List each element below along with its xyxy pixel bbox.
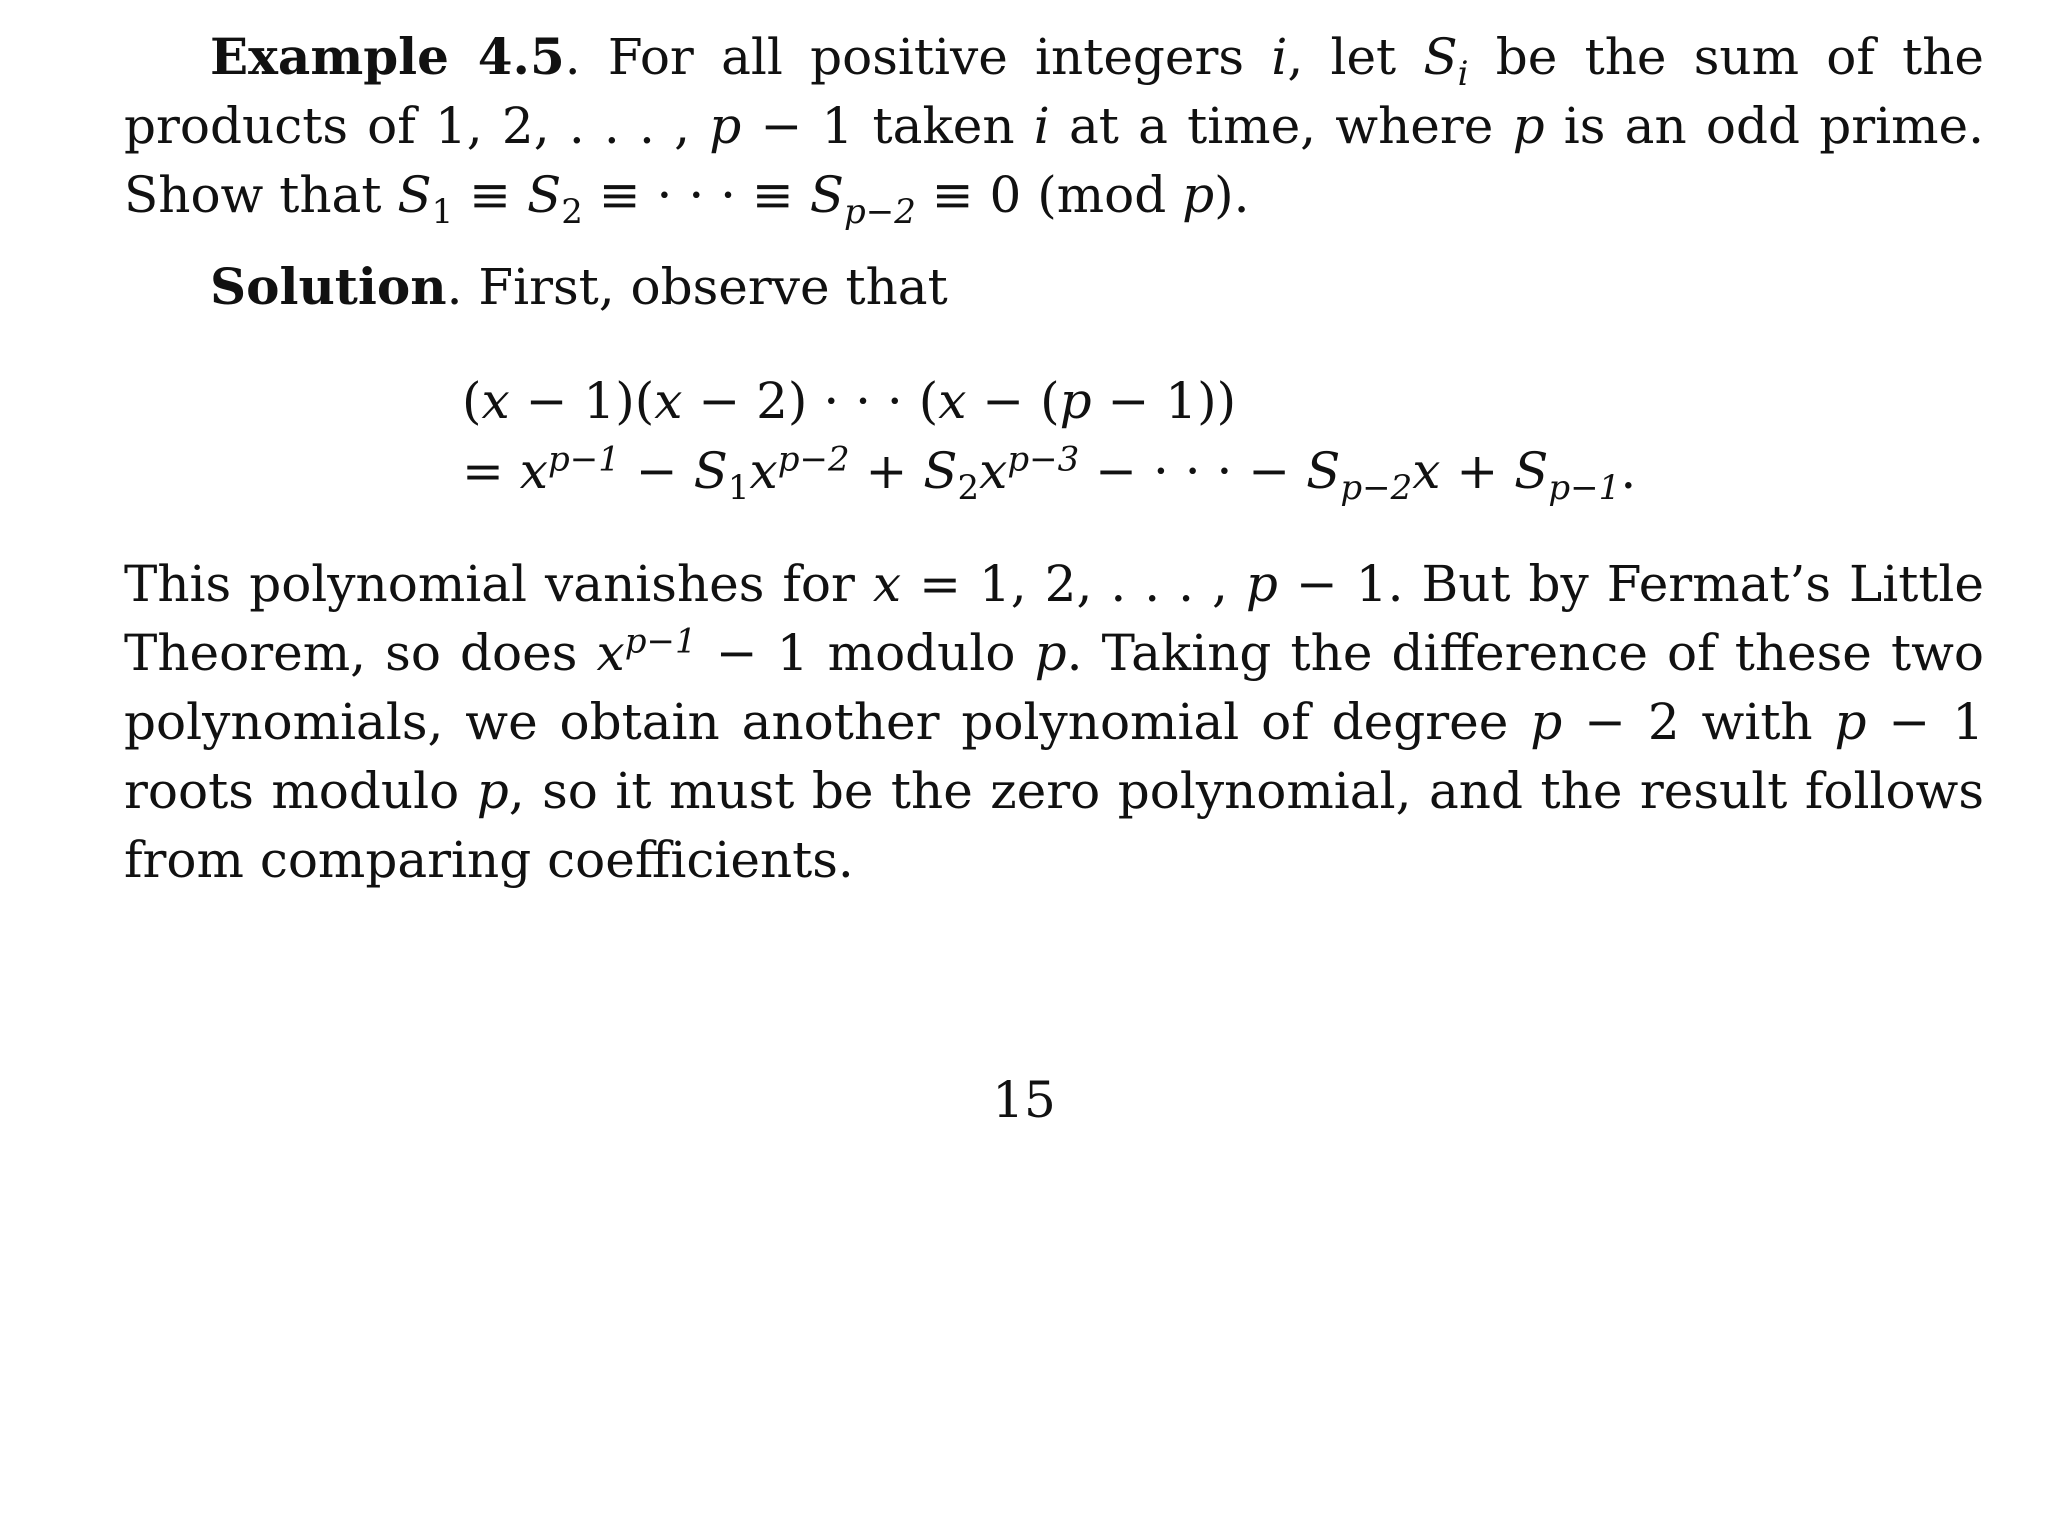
var: x (938, 372, 967, 430)
text: ≡ 0 (mod (915, 166, 1183, 224)
text: . Taking the difference of these two polynomials, we obtain another polynomial of degree (124, 624, 1985, 751)
var: p (1059, 372, 1092, 430)
subscript: p−2 (843, 192, 916, 232)
solution-intro (124, 252, 1984, 322)
subscript: p−2 (1340, 468, 1413, 508)
text: be the sum of the products of 1, 2, . . . , (124, 28, 1984, 155)
text: − 2 with (1562, 693, 1835, 751)
var: x (519, 442, 548, 500)
subscript: 2 (957, 468, 980, 508)
equation-line-2 (462, 436, 1984, 506)
equation-line-1 (462, 366, 1984, 436)
var: i (1033, 97, 1050, 155)
sym: + (849, 442, 924, 500)
subscript: p−1 (1548, 468, 1621, 508)
var: p (1245, 555, 1278, 613)
superscript: p−2 (777, 439, 850, 480)
var: p (1834, 693, 1867, 751)
text: − 1 roots modulo (124, 693, 1985, 820)
var: p (709, 97, 742, 155)
var: p (476, 762, 509, 820)
text: − 1. But by Fermat’s Little Theorem, so does (124, 555, 1985, 682)
var: S (1306, 442, 1341, 500)
var: p (1530, 693, 1563, 751)
superscript: p−3 (1007, 439, 1080, 480)
subscript: 1 (727, 468, 750, 508)
text: ). (1214, 166, 1250, 224)
display-equation (462, 366, 1984, 506)
subscript: i (1457, 54, 1469, 94)
body-paragraph (124, 550, 1984, 895)
superscript: p−1 (624, 621, 697, 662)
sym: − (619, 442, 694, 500)
page-content (124, 22, 1984, 895)
text: ≡ · · · ≡ (582, 166, 810, 224)
sym: − ( (966, 372, 1060, 430)
superscript: p−1 (548, 439, 620, 480)
sym: − 2) · · · ( (682, 372, 939, 430)
example-label: Example 4.5 (210, 27, 565, 86)
text: ≡ (453, 166, 527, 224)
text: is an odd prime. Show that (124, 97, 1984, 224)
var: p (1034, 624, 1067, 682)
text: . For all positive integers (564, 28, 1272, 86)
var: x (979, 442, 1008, 500)
sym: = (462, 442, 520, 500)
page-number: 15 (992, 1071, 1056, 1129)
var: S (923, 442, 958, 500)
solution-label: Solution (210, 257, 447, 316)
var: x (749, 442, 778, 500)
sym: . (1620, 442, 1637, 500)
var: S (809, 166, 844, 224)
var: x (872, 555, 902, 613)
var: i (1271, 28, 1288, 86)
text: . First, observe that (446, 258, 948, 316)
var: x (1412, 442, 1441, 500)
subscript: 2 (561, 192, 583, 232)
var: S (526, 166, 562, 224)
var: S (1423, 28, 1458, 86)
text: at a time, where (1049, 97, 1513, 155)
sym: + (1440, 442, 1515, 500)
var: x (654, 372, 683, 430)
sym: − 1)( (509, 372, 655, 430)
var: p (1512, 97, 1545, 155)
var: S (693, 442, 728, 500)
text: − 1 modulo (696, 624, 1035, 682)
var: p (1182, 166, 1215, 224)
sym: − 1)) (1091, 372, 1237, 430)
sym: ( (462, 372, 482, 430)
text: = 1, 2, . . . , (901, 555, 1246, 613)
sym: − · · · − (1079, 442, 1307, 500)
example-paragraph (124, 22, 1984, 230)
text: , let (1287, 28, 1424, 86)
text: − 1 taken (741, 97, 1034, 155)
var: x (481, 372, 510, 430)
text: This polynomial vanishes for (124, 555, 873, 613)
subscript: 1 (431, 192, 454, 232)
var: x (596, 624, 625, 682)
var: S (1514, 442, 1549, 500)
text: , so it must be the zero polynomial, and the result follows from comparing coefficients. (124, 762, 1984, 889)
var: S (397, 166, 432, 224)
